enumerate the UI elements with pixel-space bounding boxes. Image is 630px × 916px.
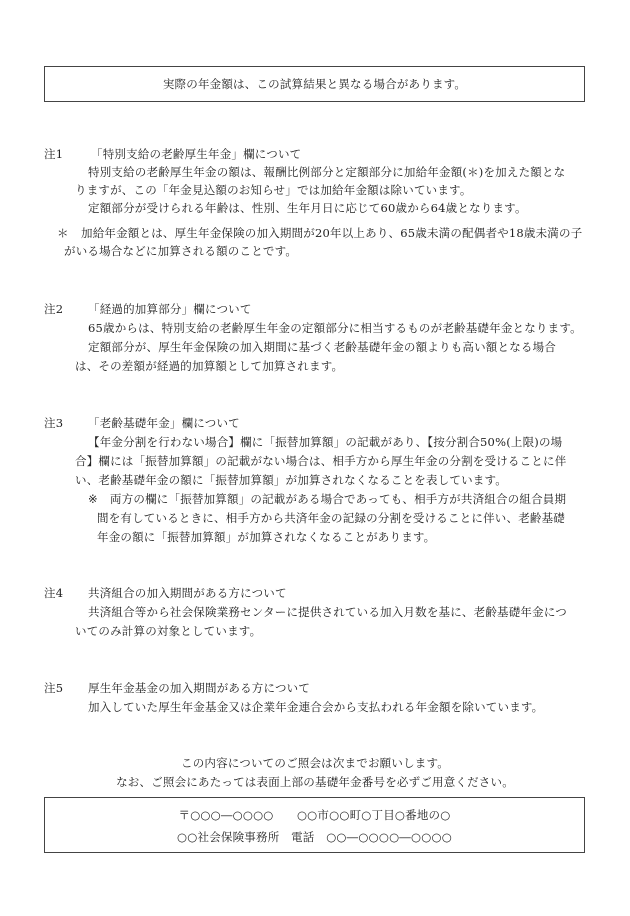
note-3-sub-line-1: 両方の欄に「振替加算額」の記載がある場合であっても、相手方が共済組合の組合員期 [110, 492, 567, 506]
note-2-line-1: 65歳からは、特別支給の老齢厚生年金の定額部分に相当するものが老齢基礎年金となります。 [88, 321, 582, 335]
note-3-mark: ※ [88, 492, 98, 506]
note-4-title: 共済組合の加入期間がある方について [88, 586, 287, 600]
note-5-label: 注5 [44, 681, 64, 695]
contact-address: 〒○○○―○○○○ ○○市○○町○丁目○番地の○ [178, 808, 451, 822]
note-1-title: 「特別支給の老齢厚生年金」欄について [91, 147, 302, 161]
note-3-title: 「老齢基礎年金」欄について [88, 416, 240, 430]
note-1-label: 注1 [44, 147, 64, 161]
note-3-line-2: 合】欄には「振替加算額」の記載がない場合は、相手方から厚生年金の分割を受けることに伴 [75, 454, 567, 468]
note-4-label: 注4 [44, 586, 64, 600]
note-1-line-2: りますが、この「年金見込額のお知らせ」では加給年金額は除いています。 [75, 183, 472, 197]
note-4-line-2: いてのみ計算の対象としています。 [75, 624, 262, 638]
note-5-title: 厚生年金基金の加入期間がある方について [88, 681, 311, 695]
notice-box [44, 66, 585, 102]
notice-text: 実際の年金額は、この試算結果と異なる場合があります。 [162, 77, 467, 91]
note-1-sub-line-1: 加給年金額とは、厚生年金保険の加入期間が20年以上あり、65歳未満の配偶者や18歳未満の子 [81, 226, 583, 240]
note-4-line-1: 共済組合等から社会保険業務センターに提供されている加入月数を基に、老齢基礎年金につ [88, 605, 568, 619]
note-1-line-3: 定額部分が受けられる年齢は、性別、生年月日に応じて60歳から64歳となります。 [88, 201, 527, 215]
note-3-sub-line-2: 間を有しているときに、相手方から共済年金の記録の分割を受けることに伴い、老齢基礎 [97, 511, 565, 525]
contact-office-phone: ○○社会保険事務所 電話 ○○―○○○○―○○○○ [177, 830, 452, 844]
inquiry-line-1: この内容についてのご照会は次までお願いします。 [181, 756, 449, 770]
note-3-line-3: い、老齢基礎年金の額に「振替加算額」が加算されなくなることを表しています。 [75, 473, 507, 487]
note-3-label: 注3 [44, 416, 64, 430]
contact-box [44, 797, 585, 853]
note-2-line-2: 定額部分が、厚生年金保険の加入期間に基づく老齢基礎年金の額よりも高い額となる場合 [88, 340, 556, 354]
note-1-sub-line-2: がいる場合などに加算される額のことです。 [64, 244, 298, 258]
note-5-line-1: 加入していた厚生年金基金又は企業年金連合会から支払われる年金額を除いています。 [88, 700, 544, 714]
note-2-label: 注2 [44, 302, 64, 316]
inquiry-line-2: なお、ご照会にあたっては表面上部の基礎年金番号を必ずご用意ください。 [116, 775, 514, 789]
note-3-sub-line-3: 年金の額に「振替加算額」が加算されなくなることがあります。 [97, 530, 436, 544]
note-2-line-3: は、その差額が経過的加算額として加算されます。 [75, 359, 344, 373]
note-1-asterisk: ＊ [57, 226, 69, 240]
note-1-line-1: 特別支給の老齢厚生年金の額は、報酬比例部分と定額部分に加給年金額(＊)を加えた額とな [88, 165, 566, 179]
note-2-title: 「経過的加算部分」欄について [88, 302, 252, 316]
note-3-line-1: 【年金分割を行わない場合】欄に「振替加算額」の記載があり、【按分割合50%(上限)の場 [88, 435, 563, 449]
